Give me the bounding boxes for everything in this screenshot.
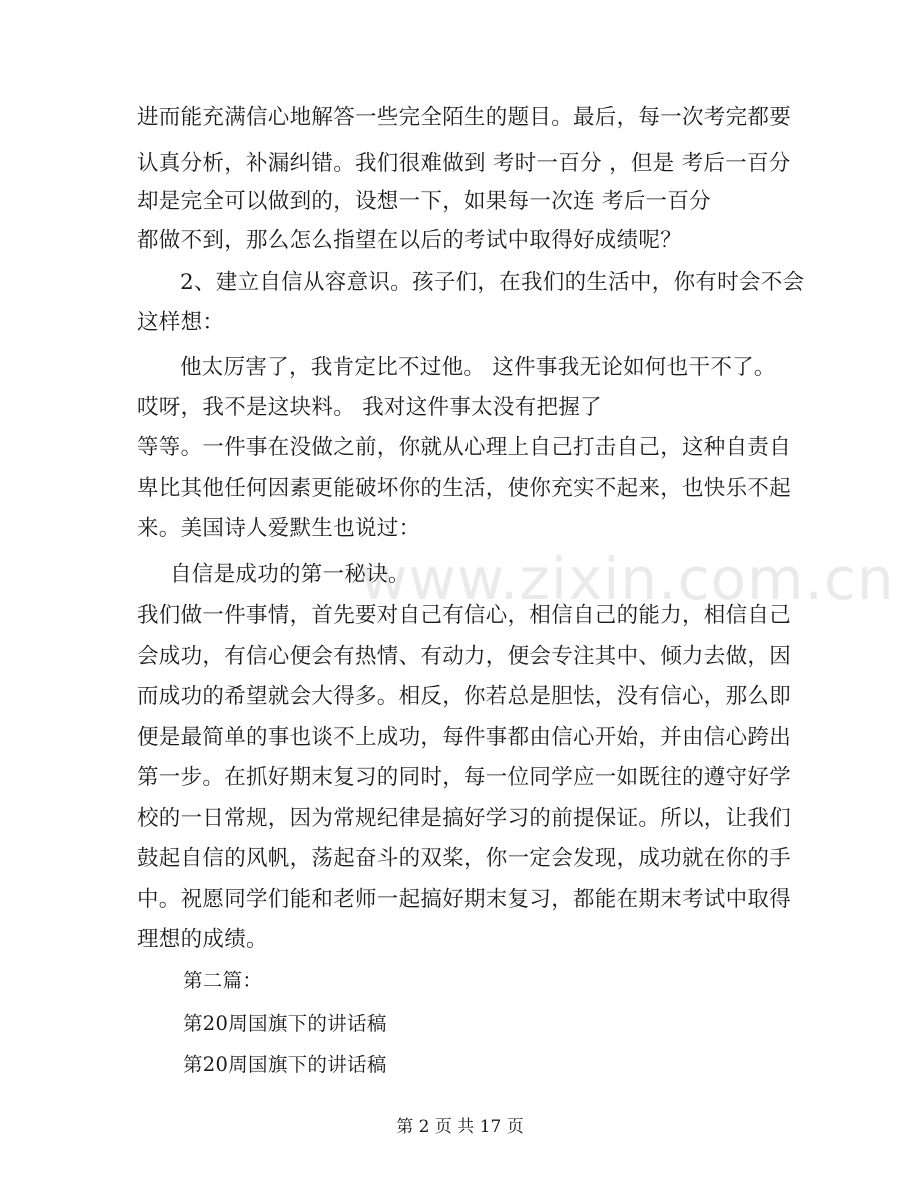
text-line: 鼓起自信的风帆，荡起奋斗的双桨，你一定会发现，成功就在你的手	[137, 846, 792, 871]
text-line: 他太厉害了，我肯定比不过他。 这件事我无论如何也干不了。	[180, 355, 776, 380]
text-line: 第一步。在抓好期末复习的同时，每一位同学应一如既往的遵守好学	[137, 765, 792, 790]
text-line: 都做不到，那么怎么指望在以后的考试中取得好成绩呢？	[137, 228, 683, 253]
text-line: 会成功，有信心便会有热情、有动力，便会专注其中、倾力去做，因	[137, 644, 792, 669]
text-line: 校的一日常规，因为常规纪律是搞好学习的前提保证。所以，让我们	[137, 806, 792, 831]
text-line: 哎呀，我不是这块料。 我对这件事太没有把握了	[137, 395, 602, 420]
text-line: 便是最简单的事也谈不上成功，每件事都由信心开始，并由信心跨出	[137, 725, 792, 750]
text-line: 等等。一件事在没做之前，你就从心理上自己打击自己，这种自责自	[137, 435, 792, 460]
watermark: www.zixin.com.cn	[360, 545, 895, 613]
section-title: 第20周国旗下的讲话稿	[183, 1012, 387, 1035]
text-line: 这样想：	[137, 310, 225, 335]
text-line: 来。美国诗人爱默生也说过：	[137, 516, 421, 541]
page-footer: 第 2 页 共 17 页	[396, 1117, 524, 1137]
section-title: 第20周国旗下的讲话稿	[183, 1053, 387, 1076]
text-line: 认真分析，补漏纠错。我们很难做到 考时一百分 ，但是 考后一百分	[137, 151, 791, 176]
text-line: 而成功的希望就会大得多。相反，你若总是胆怯，没有信心，那么即	[137, 684, 792, 709]
section-heading: 第二篇：	[183, 969, 263, 992]
text-line: 我们做一件事情，首先要对自己有信心，相信自己的能力，相信自己	[137, 603, 792, 628]
text-line: 却是完全可以做到的，设想一下，如果每一次连 考后一百分	[137, 189, 711, 214]
text-line: 自信是成功的第一秘诀。	[170, 562, 410, 587]
text-line: 2、建立自信从容意识。孩子们，在我们的生活中，你有时会不会	[180, 270, 805, 295]
text-line: 中。祝愿同学们能和老师一起搞好期末复习，都能在期末考试中取得	[137, 887, 792, 912]
text-line: 理想的成绩。	[137, 927, 268, 952]
text-line: 进而能充满信心地解答一些完全陌生的题目。最后，每一次考完都要	[137, 105, 792, 130]
text-line: 卑比其他任何因素更能破坏你的生活，使你充实不起来，也快乐不起	[137, 476, 792, 501]
